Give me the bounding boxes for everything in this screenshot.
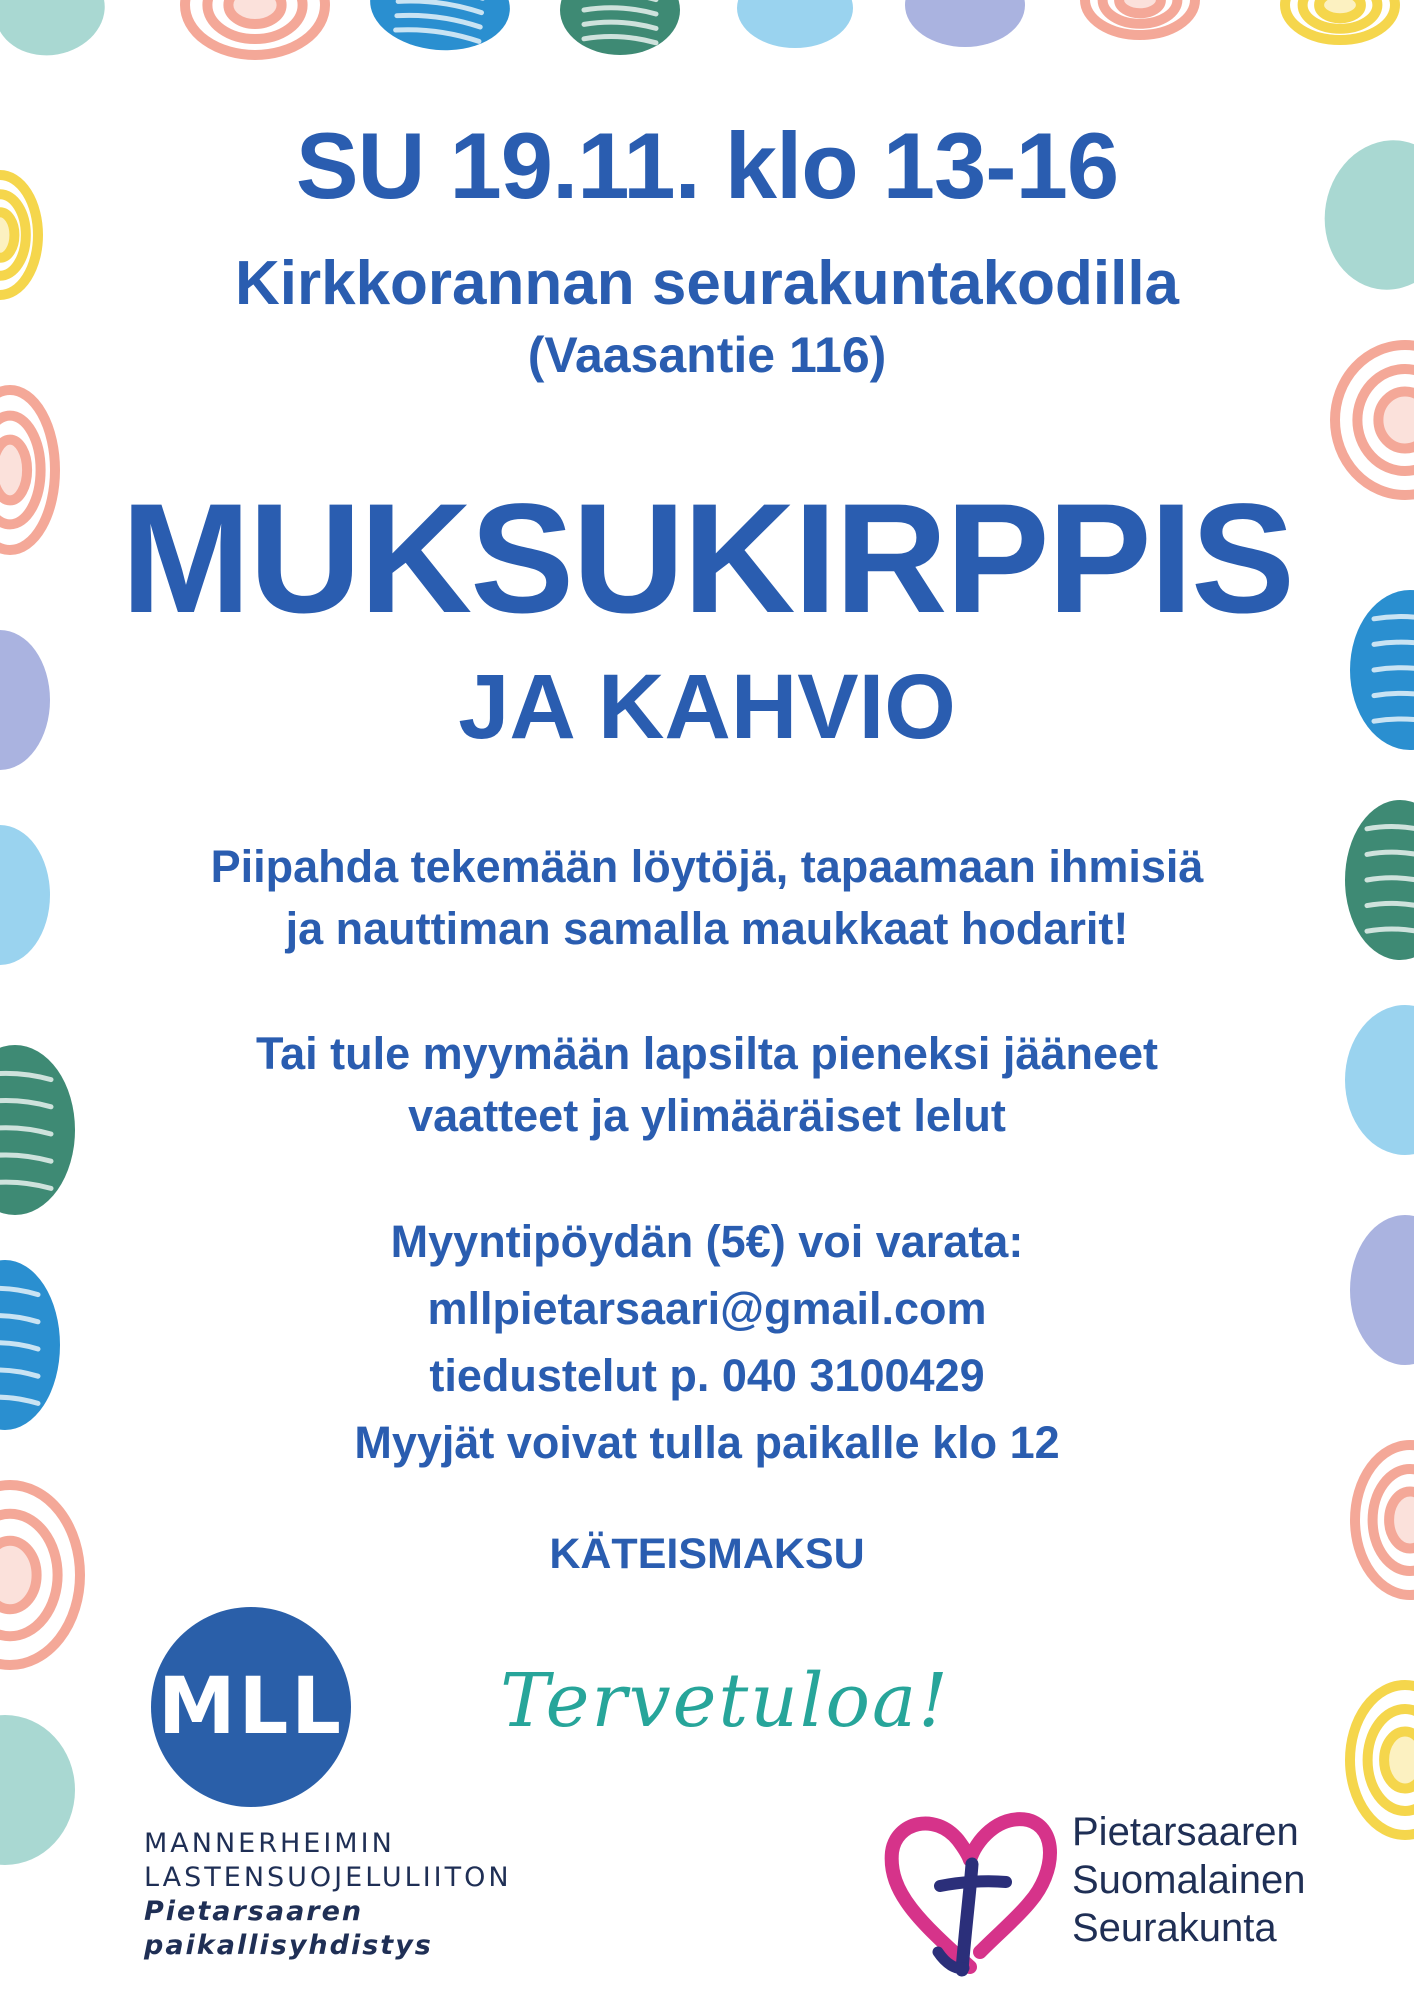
event-date-time: SU 19.11. klo 13-16: [295, 113, 1119, 218]
event-subtitle: JA KAHVIO: [458, 656, 956, 758]
booking-phone: tiedustelut p. 040 3100429: [429, 1350, 985, 1401]
booking-price-line: Myyntipöydän (5€) voi varata:: [390, 1216, 1024, 1267]
decorative-dot: [1350, 1685, 1414, 1835]
mll-organization-name: [144, 1827, 512, 1963]
church-name: [1072, 1808, 1306, 1952]
heart-cross-icon: [880, 1802, 1060, 1982]
mll-name-line: LASTENSUOJELULIITON: [144, 1862, 512, 1893]
booking-paragraph: [0, 1208, 1414, 1476]
sell-line: Tai tule myymään lapsilta pieneksi jääneet: [255, 1028, 1159, 1079]
booking-seller-time: Myyjät voivat tulla paikalle klo 12: [354, 1417, 1060, 1468]
visit-line: ja nauttiman samalla maukkaat hodarit!: [285, 903, 1129, 954]
mll-name-line: Pietarsaaren: [144, 1896, 364, 1927]
sell-paragraph: [0, 1023, 1414, 1147]
mll-name-line: paikallisyhdistys: [144, 1930, 433, 1961]
decorative-dot: [0, 0, 112, 64]
decorative-dot: [366, 0, 513, 56]
decorative-dot: [185, 0, 325, 55]
event-title: MUKSUKIRPPIS: [120, 472, 1294, 646]
church-name-line: Suomalainen: [1072, 1858, 1306, 1902]
visit-line: Piipahda tekemään löytöjä, tapaamaan ihmisiä: [210, 841, 1204, 892]
cross-horizontal: [940, 1881, 1006, 1886]
mll-name-line: MANNERHEIMIN: [144, 1828, 395, 1859]
decorative-dot: [1285, 0, 1395, 40]
decorative-dot: [737, 0, 853, 48]
decorative-dot: [560, 0, 680, 55]
decorative-dot: [0, 1715, 75, 1865]
decorative-dot: [905, 0, 1025, 47]
church-name-line: Seurakunta: [1072, 1906, 1277, 1950]
mll-logo-mark: MLL: [157, 1662, 345, 1752]
event-venue: Kirkkorannan seurakuntakodilla: [234, 249, 1180, 318]
mll-logo: [151, 1607, 351, 1807]
event-address: (Vaasantie 116): [527, 327, 887, 383]
payment-note: KÄTEISMAKSU: [549, 1530, 865, 1578]
decorative-dot: [1085, 0, 1195, 35]
booking-email: mllpietarsaari@gmail.com: [427, 1283, 987, 1334]
sell-line: vaatteet ja ylimääräiset lelut: [408, 1090, 1006, 1141]
welcome-text: Tervetuloa!: [500, 1658, 950, 1744]
church-name-line: Pietarsaaren: [1072, 1810, 1299, 1854]
visit-paragraph: [0, 836, 1414, 960]
